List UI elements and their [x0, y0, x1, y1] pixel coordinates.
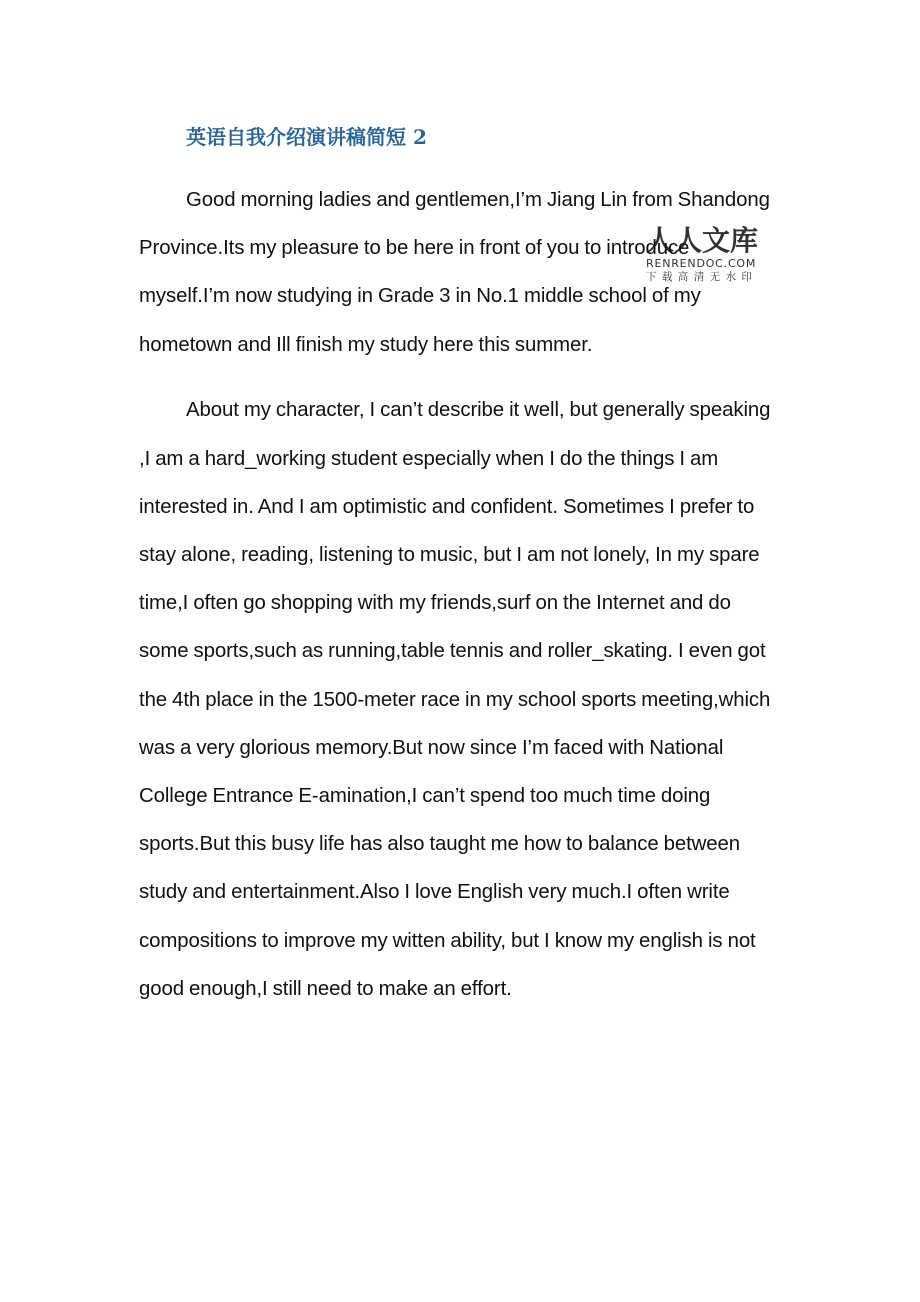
- paragraph-introduction: Good morning ladies and gentlemen,I’m Jiang Lin from Shandong Province.Its my pleasure to be here in front of you to introduce myself.I’m now studying in Grade 3 in No.1 middle school of my hometown and Ill finish my study here this summer.: [139, 189, 770, 356]
- document-title: 英语自我介绍演讲稿简短 2: [186, 125, 427, 149]
- watermark-tagline: 下载高清无水印: [646, 271, 758, 283]
- paragraph-character: About my character, I can’t describe it well, but generally speaking ,I am a hard_working student especially when I do the things I am interested in. And I am optimistic and confident. Sometimes I prefer to stay alone, reading, listening to music, but I am not lonely, In my spare time,I often go shopping with my friends,surf on the Internet and do some sports,such as running,table tennis and roller_skating. I even got the 4th place in the 1500-meter race in my school sports meeting,which was a very glorious memory.But now since I’m faced with National College Entrance E-amination,I can’t spend too much time doing sports.But this busy life has also taught me how to balance between study and entertainment.Also I love English very much.I often write compositions to improve my witten ability, but I know my english is not good enough,I still need to make an effort.: [139, 399, 771, 1000]
- document-body: [139, 176, 784, 1013]
- watermark-logo-text: 人人文库: [646, 224, 759, 257]
- watermark-domain: RENRENDOC.COM: [646, 257, 757, 270]
